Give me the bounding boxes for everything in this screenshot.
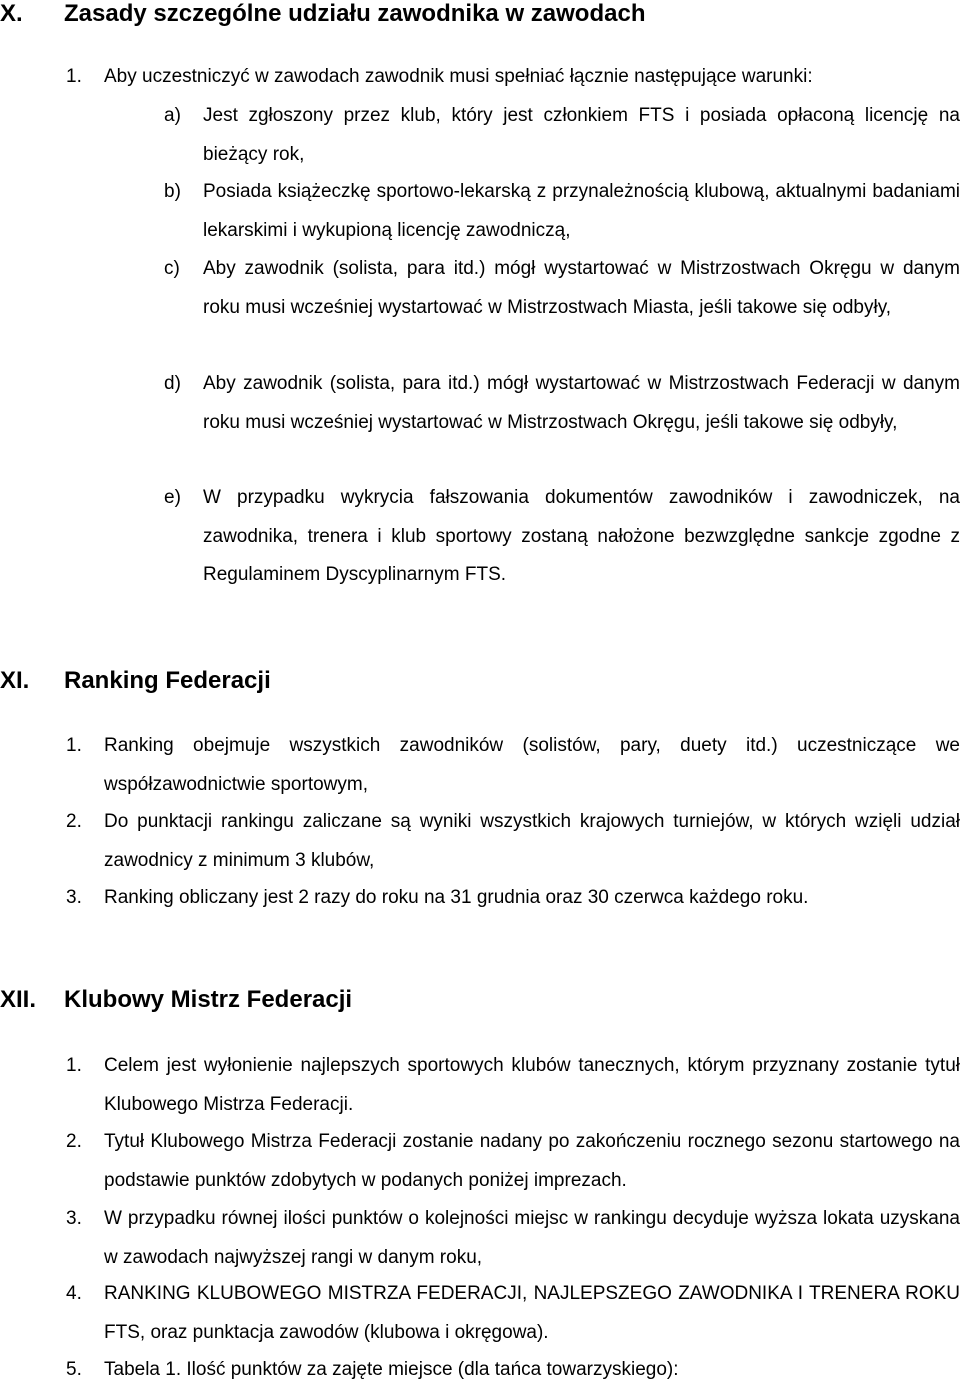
list-item xyxy=(66,1200,960,1277)
sub-item-letter: a) xyxy=(164,105,181,126)
sub-item xyxy=(164,173,960,250)
list-item-text: Ranking obliczany jest 2 razy do roku na 31 grudnia oraz 30 czerwca każdego roku. xyxy=(104,887,809,908)
list-item xyxy=(66,803,960,880)
sub-item-letter: d) xyxy=(164,373,181,394)
section-number: X. xyxy=(0,0,23,27)
sub-item-letter: c) xyxy=(164,258,180,279)
list-item-number: 2. xyxy=(66,1131,82,1152)
sub-item-text: Aby zawodnik (solista, para itd.) mógł wystartować w Mistrzostwach Okręgu w danym roku musi wcześniej wystartować w Mistrzostwach Miasta, jeśli takowe się odbyły, xyxy=(203,258,960,318)
list-item xyxy=(66,1047,960,1124)
list-item-text: Do punktacji rankingu zaliczane są wyniki wszystkich krajowych turniejów, w których wzięli udział zawodnicy z minimum 3 klubów, xyxy=(104,811,960,871)
sub-item xyxy=(164,479,960,595)
list-item-text: Aby uczestniczyć w zawodach zawodnik musi spełniać łącznie następujące warunki: xyxy=(104,66,813,87)
sub-item-letter: b) xyxy=(164,181,181,202)
list-item xyxy=(66,1275,960,1352)
list-item xyxy=(66,1123,960,1200)
sub-item-text: Jest zgłoszony przez klub, który jest członkiem FTS i posiada opłaconą licencję na bieżący rok, xyxy=(203,105,960,165)
section-title: Zasady szczególne udziału zawodnika w zawodach xyxy=(64,0,646,27)
list-item-number: 3. xyxy=(66,1208,82,1229)
list-item xyxy=(66,879,960,918)
list-item xyxy=(66,727,960,804)
sub-item xyxy=(164,97,960,174)
sub-item xyxy=(164,365,960,442)
list-item-number: 1. xyxy=(66,1055,82,1076)
sub-item-letter: e) xyxy=(164,487,181,508)
list-item xyxy=(66,58,960,97)
list-item-number: 2. xyxy=(66,811,82,832)
section-number: XI. xyxy=(0,667,30,694)
list-item-number: 4. xyxy=(66,1283,82,1304)
list-item xyxy=(66,1351,960,1390)
list-item-number: 1. xyxy=(66,66,82,87)
section-number: XII. xyxy=(0,986,37,1013)
list-item-text: Ranking obejmuje wszystkich zawodników (solistów, pary, duety itd.) uczestniczące we współzawodnictwie sportowym, xyxy=(104,735,960,795)
list-item-number: 1. xyxy=(66,735,82,756)
list-item-text: Celem jest wyłonienie najlepszych sportowych klubów tanecznych, którym przyznany zostanie tytuł Klubowego Mistrza Federacji. xyxy=(104,1055,960,1115)
list-item-text: W przypadku równej ilości punktów o kolejności miejsc w rankingu decyduje wyższa lokata uzyskana w zawodach najwyższej rangi w danym roku, xyxy=(104,1208,960,1268)
list-item-text: RANKING KLUBOWEGO MISTRZA FEDERACJI, NAJLEPSZEGO ZAWODNIKA I TRENERA ROKU FTS, oraz punktacja zawodów (klubowa i okręgowa). xyxy=(104,1283,960,1343)
list-item-number: 5. xyxy=(66,1359,82,1380)
list-item-number: 3. xyxy=(66,887,82,908)
sub-item-text: Posiada książeczkę sportowo-lekarską z przynależnością klubową, aktualnymi badaniami lekarskimi i wykupioną licencję zawodniczą, xyxy=(203,181,960,241)
list-item-text: Tytuł Klubowego Mistrza Federacji zostanie nadany po zakończeniu rocznego sezonu startowego na podstawie punktów zdobytych w podanych poniżej imprezach. xyxy=(104,1131,960,1191)
section-title: Ranking Federacji xyxy=(64,667,271,694)
sub-item xyxy=(164,250,960,327)
list-item-text: Tabela 1. Ilość punktów za zajęte miejsce (dla tańca towarzyskiego): xyxy=(104,1359,679,1380)
sub-item-text: W przypadku wykrycia fałszowania dokumentów zawodników i zawodniczek, na zawodnika, trenera i klub sportowy zostaną nałożone bezwzględne sankcje zgodne z Regulaminem Dyscyplinarnym FTS. xyxy=(203,487,960,585)
sub-item-text: Aby zawodnik (solista, para itd.) mógł wystartować w Mistrzostwach Federacji w danym roku musi wcześniej wystartować w Mistrzostwach Okręgu, jeśli takowe się odbyły, xyxy=(203,373,960,433)
section-title: Klubowy Mistrz Federacji xyxy=(64,986,353,1013)
